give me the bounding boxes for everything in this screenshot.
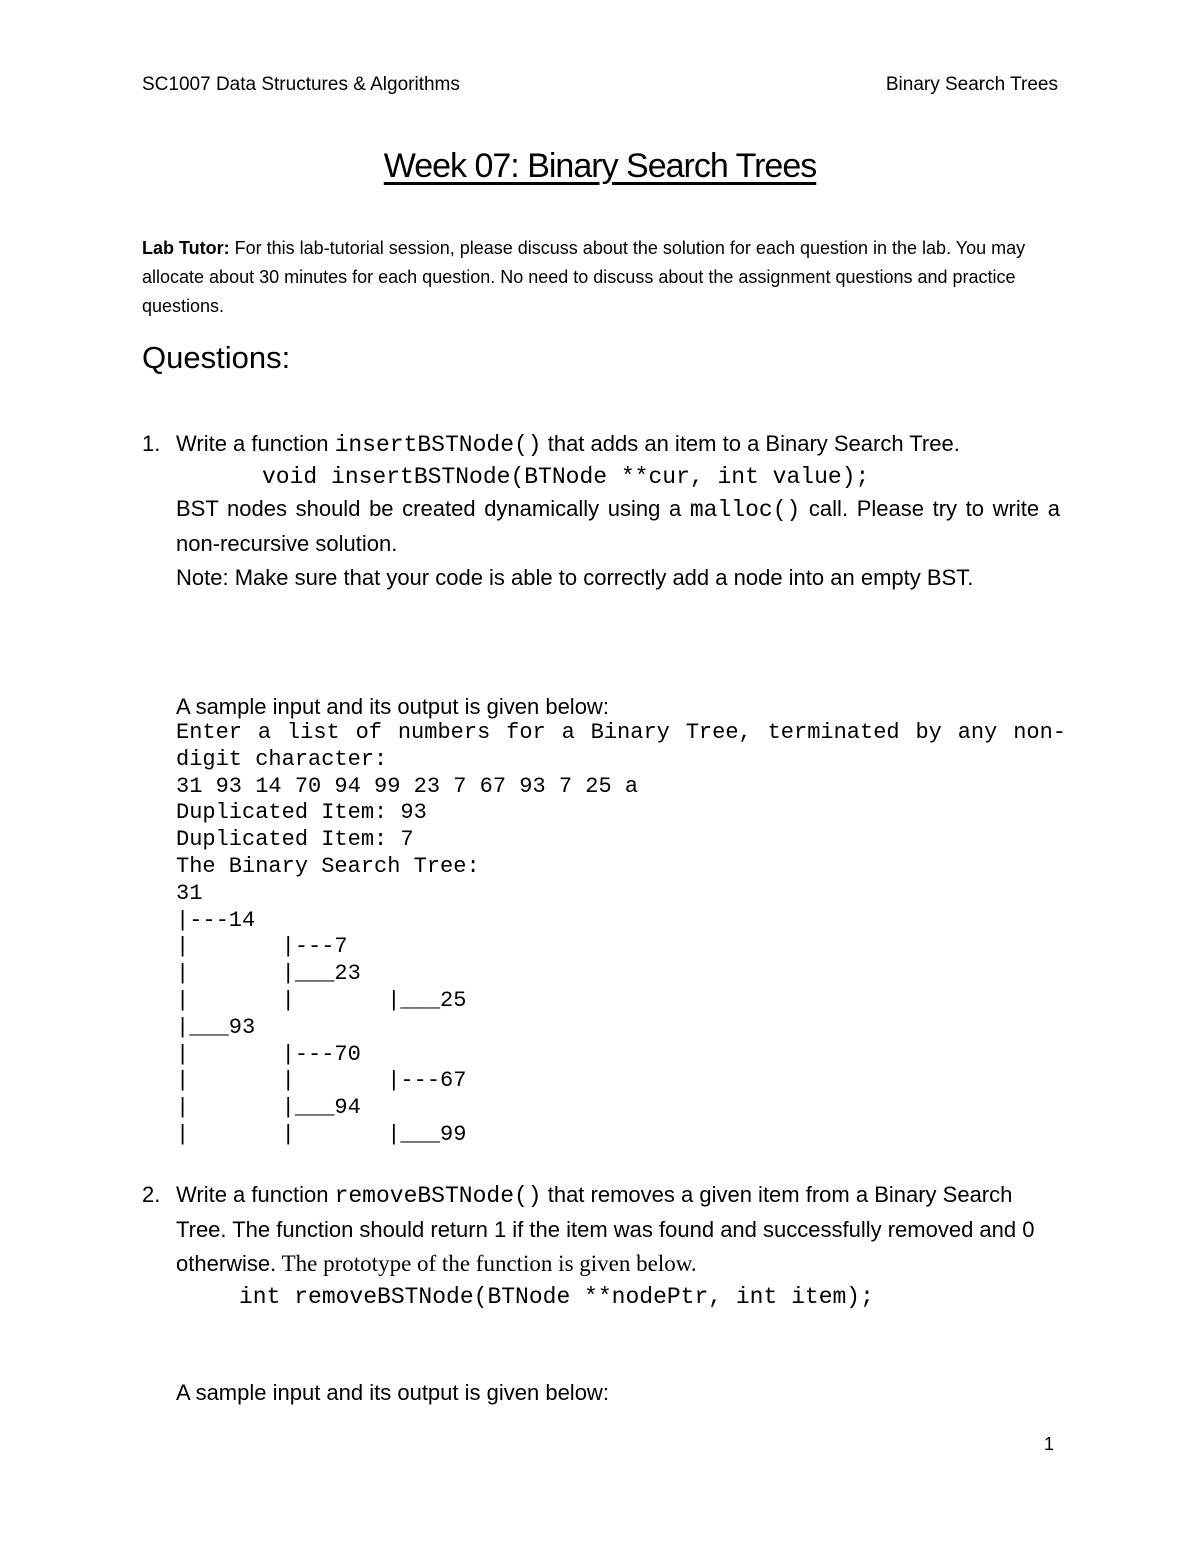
sample-line: |___93 [176, 1014, 256, 1040]
sample-line: | |___23 [176, 961, 361, 987]
question-1 [176, 427, 1060, 595]
lab-tutor-text: For this lab-tutorial session, please discuss about the solution for each question in the lab. You may allocate about 30 minutes for each question. No need to discuss about the assignment questions and practice questions. [142, 238, 1026, 316]
q2-function-name: removeBSTNode() [334, 1183, 542, 1209]
q1-sample-output [176, 720, 1066, 1149]
question-2 [176, 1178, 1060, 1313]
q1-prototype: void insertBSTNode(BTNode **cur, int value); [262, 464, 870, 490]
sample-line: | | |---67 [176, 1068, 467, 1094]
sample-line: | | |___25 [176, 987, 467, 1013]
q2-intro-before: Write a function [176, 1182, 335, 1207]
sample-line: 31 [176, 880, 203, 906]
q2-intro-after: that removes a given item from a Binary Search Tree. The function should return 1 if the item was found and successfully removed and 0 otherwise. [176, 1182, 1035, 1276]
sample-line: Duplicated Item: 93 [176, 800, 427, 826]
question-2-intro [176, 1178, 1060, 1281]
q1-dyn-after: call. Please try to write a non-recursive solution. [176, 496, 1060, 556]
sample-line: |---14 [176, 907, 256, 933]
question-2-number: 2. [142, 1182, 161, 1207]
q1-malloc-code: malloc() [689, 497, 801, 523]
q1-intro-after: that adds an item to a Binary Search Tree. [541, 431, 960, 456]
q1-intro-before: Write a function [176, 431, 335, 456]
sample-line: Duplicated Item: 7 [176, 827, 414, 853]
q1-sample-intro: A sample input and its output is given below: [176, 694, 609, 719]
sample-line: | |---7 [176, 934, 348, 960]
q1-function-name: insertBSTNode() [334, 432, 542, 458]
questions-heading: Questions: [142, 340, 291, 375]
sample-line: Enter a list of numbers for a Binary Tree, terminated by any non-digit character: [176, 720, 1066, 772]
question-1-number: 1. [142, 431, 161, 456]
q2-intro-tail: The prototype of the function is given below. [276, 1251, 697, 1276]
header-topic: Binary Search Trees [885, 74, 1058, 95]
q1-dynamic-note [176, 492, 1060, 561]
q2-sample-intro: A sample input and its output is given below: [176, 1380, 609, 1405]
sample-line: | |___94 [176, 1095, 361, 1121]
question-1-intro [176, 427, 1060, 462]
lab-tutor-note [142, 234, 1062, 321]
header-course: SC1007 Data Structures & Algorithms [142, 74, 460, 95]
q1-note: Note: Make sure that your code is able to correctly add a node into an empty BST. [176, 565, 974, 590]
page-title: Week 07: Binary Search Trees [383, 147, 817, 185]
q1-dyn-before: BST nodes should be created dynamically using a [176, 496, 690, 521]
lab-tutor-label: Lab Tutor: [142, 238, 230, 258]
sample-line: The Binary Search Tree: [176, 853, 480, 879]
q2-prototype: int removeBSTNode(BTNode **nodePtr, int item); [239, 1284, 874, 1310]
sample-line: 31 93 14 70 94 99 23 7 67 93 7 25 a [176, 773, 639, 799]
sample-line: | | |___99 [176, 1121, 467, 1147]
page-number: 1 [1044, 1434, 1055, 1454]
sample-line: | |---70 [176, 1041, 361, 1067]
